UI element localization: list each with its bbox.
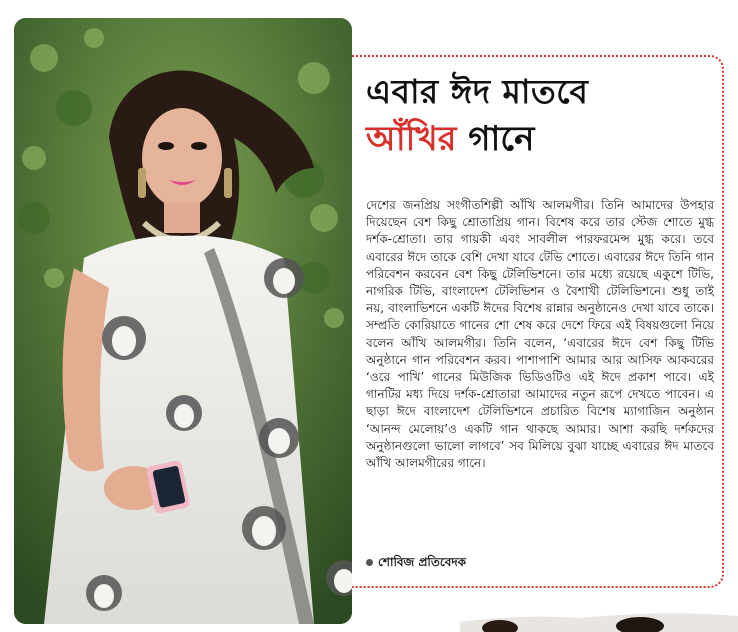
headline (366, 72, 706, 159)
headline-line-2 (366, 119, 706, 159)
byline (366, 554, 466, 574)
headline-line-1: এবার ঈদ মাতবে (366, 72, 589, 111)
article-body: দেশের জনপ্রিয় সংগীতশিল্পী আঁখি আলমগীর। তিনি আমাদের উপহার দিয়েছেন বেশ কিছু শ্রোতাপ্রিয় গান। বিশেষ করে তার স্টেজ শোতে মুগ্ধ দর্শক-শ্রোতা। তার গায়কী এবং সাবলীল পারফরমেন্স মুগ্ধ করে। তবে এবারের ঈদে তাকে বেশি দেখা যাবে টেভি শোতে। এবারের ঈদে তিনি গান পরিবেশন করবেন বেশ কিছু টেলিভিশনে। তার মধ্যে রয়েছে একুশে টিভি, নাগরিক টিভি, বাংলাদেশ টেলিভিশন ও বৈশাখী টেলিভিশনে। শুধু তাই নয়, বাংলাভিশনে একটি ঈদের বিশেষ রান্নার অনুষ্ঠানেও দেখা যাবে তাকে। সম্প্রতি কোরিয়াতে গানের শো শেষ করে দেশে ফিরে এই বিষয়গুলো নিয়ে বলেন আঁখি আলমগীর। তিনি বলেন, ‘এবারের ঈদে বেশ কিছু টিভি অনুষ্ঠানে গান পরিবেশন করব। পাশাপাশি আমার আর আসিফ আকবরের ‘ওরে পাখি’ গানের মিউজিক ভিডিওটিও এই ঈদে প্রকাশ পাবে। এই গানটির মধ্য দিয়ে দর্শক-শ্রোতারা আমাদের নতুন রূপে দেখতে পাবেন। এ ছাড়া ঈদে বাংলাদেশ টেলিভিশনে প্রচারিত বিশেষ ম্যাগাজিন অনুষ্ঠান ‘আনন্দ মেলোয়’ও একটি গান থাকছে আমার। আশা করছি দর্শকদের অনুষ্ঠানগুলো ভালো লাগবে’ সব মিলিয়ে বুঝা যাচ্ছে এবারের ঈদ মাতবে আঁখি আলমগীরের গানে। (366, 198, 714, 471)
adjacent-photo-edge (460, 608, 738, 632)
headline-highlight: আঁখির (366, 119, 457, 159)
singer-photo-illustration (14, 18, 352, 624)
byline-text: শোবিজ প্রতিবেদক (378, 555, 467, 569)
article-box (352, 55, 724, 588)
headline-line-2-rest: গানে (468, 119, 535, 159)
article-photo (14, 18, 352, 624)
bullet-icon (366, 559, 373, 566)
